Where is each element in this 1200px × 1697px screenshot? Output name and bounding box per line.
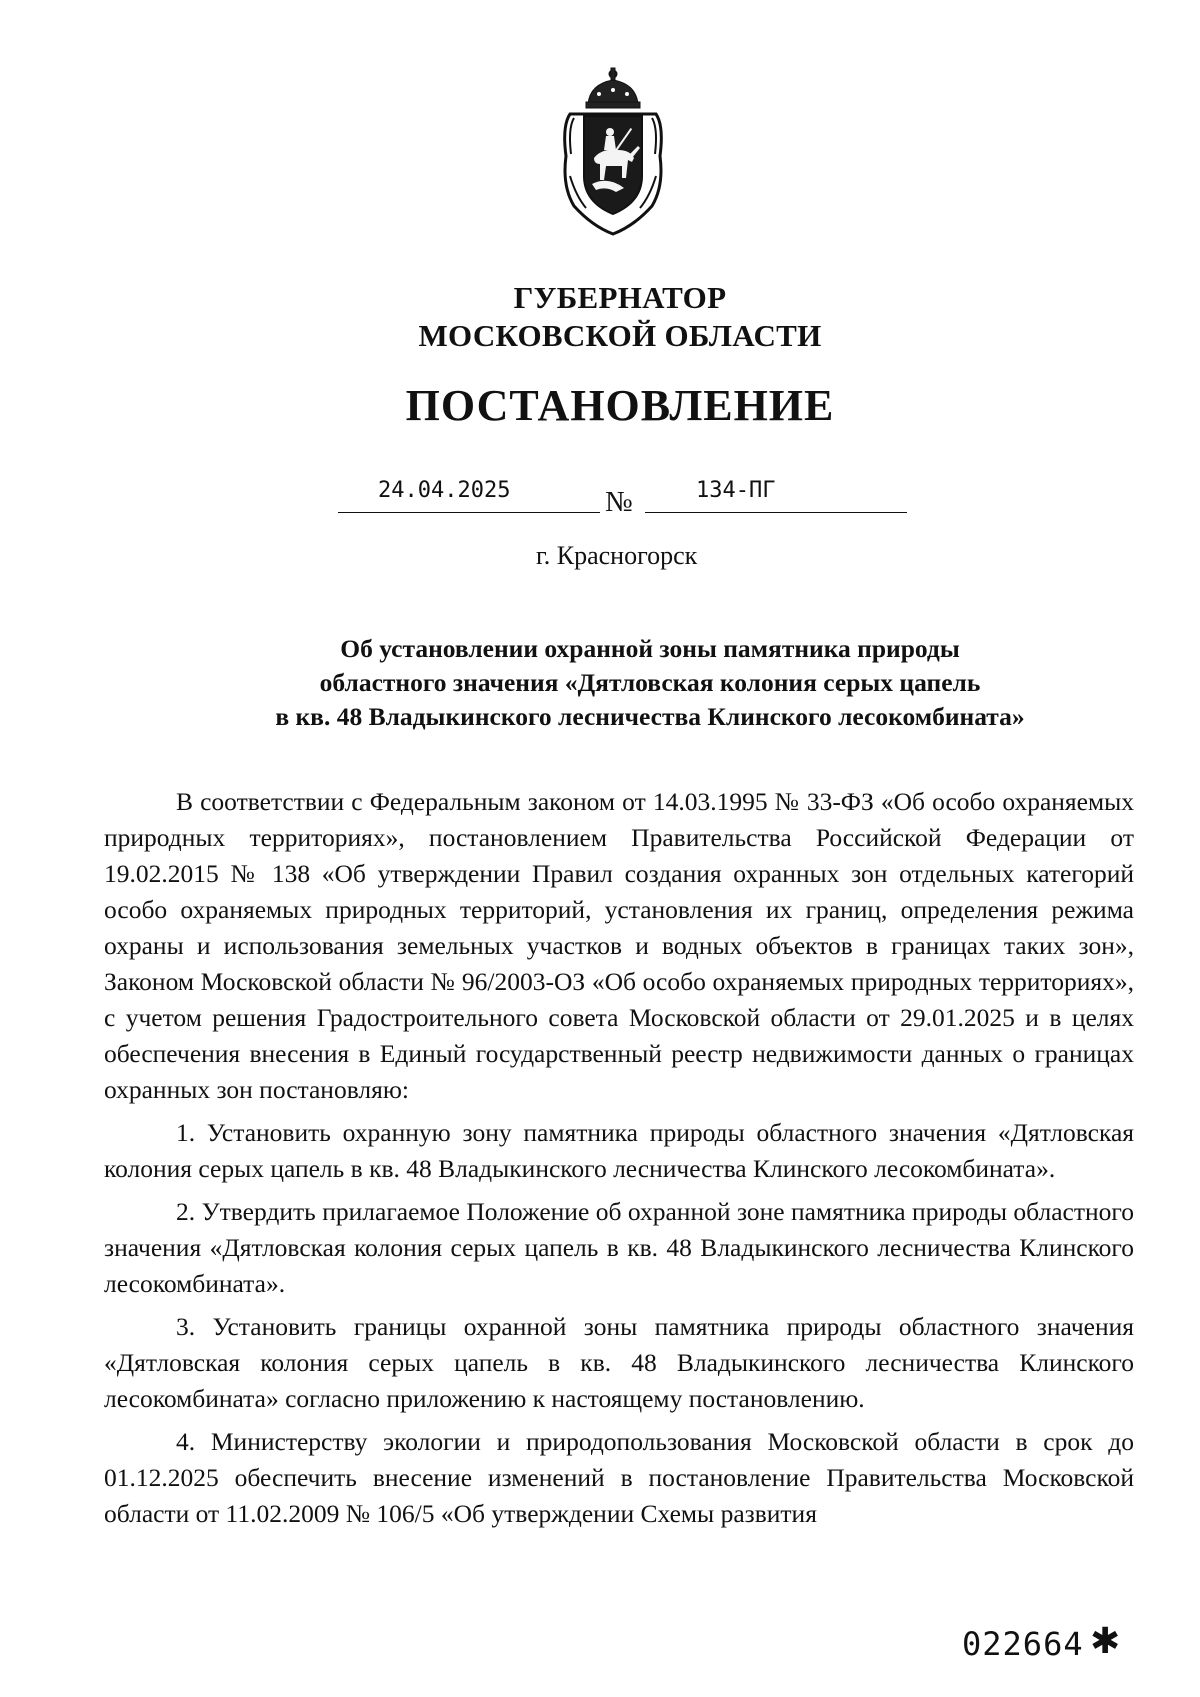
clause-paragraph: 2. Утвердить прилагаемое Положение об охранной зоне памятника природы областного значения «Дятловская колония серых цапель в кв. 48 Владыкинского лесничества Клинского лесокомбината». [104,1197,1134,1298]
document-body [104,784,1134,1539]
number-sign: № [605,486,633,518]
document-city: г. Красногорск [536,541,698,570]
serial-number: 022664 [962,1625,1084,1663]
authority-line-1: ГУБЕРНАТОР [513,280,727,315]
document-type: ПОСТАНОВЛЕНИЕ [405,381,835,430]
title-line: областного значения «Дятловская колония серых цапель [319,668,981,697]
preamble-paragraph: В соответствии с Федеральным законом от 14.03.1995 № 33-ФЗ «Об особо охраняемых природных территориях», постановлением Правительства Российской Федерации от 19.02.2015 № 138 «Об утверждении Правил создания охранных зон отдельных категорий особо охраняемых природных территорий, установления их границ, определения режима охраны и использования земельных участков и водных объектов в границах таких зон», Законом Московской области № 96/2003-ОЗ «Об особо охраняемых природных территориях», с учетом решения Градостроительного совета Московской области от 29.01.2025 и в целях обеспечения внесения в Единый государственный реестр недвижимости данных о границах охранных зон постановляю: [104,787,1134,1104]
clause-paragraph: 1. Установить охранную зону памятника природы областного значения «Дятловская колония серых цапель в кв. 48 Владыкинского лесничества Клинского лесокомбината». [104,1118,1134,1183]
number-underline [645,512,907,513]
coat-of-arms-icon [552,66,674,238]
clause-paragraph: 4. Министерству экологии и природопользования Московской области в срок до 01.12.2025 обеспечить внесение изменений в постановление Правительства Московской области от 11.02.2009 № 106/5 «Об утверждении Схемы развития [104,1427,1134,1528]
asterisk-icon: ✱ [1090,1621,1121,1662]
clause-paragraph: 3. Установить границы охранной зоны памятника природы областного значения «Дятловская колония серых цапель в кв. 48 Владыкинского лесничества Клинского лесокомбината» согласно приложению к настоящему постановлению. [104,1312,1134,1413]
authority-line-2: МОСКОВСКОЙ ОБЛАСТИ [418,318,822,353]
document-date: 24.04.2025 [378,478,511,503]
title-line: в кв. 48 Владыкинского лесничества Клинского лесокомбината» [275,702,1025,731]
document-title [150,632,1150,734]
document-number: 134-ПГ [696,478,776,503]
title-line: Об установлении охранной зоны памятника природы [340,634,960,663]
date-underline [338,512,600,513]
